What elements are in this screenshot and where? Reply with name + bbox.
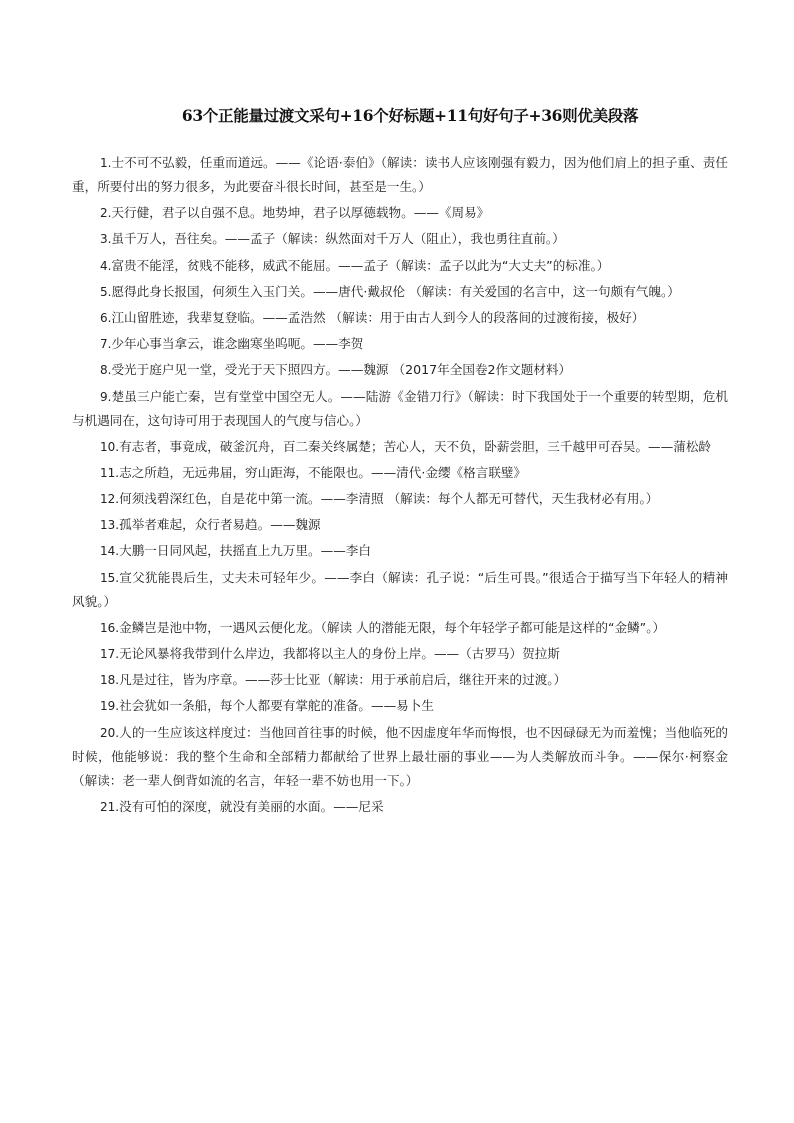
quote-text: 虽千万人，吾往矣。——孟子（解读：纵然面对千万人（阻止），我也勇往直前。） [111,231,565,247]
quote-text: 凡是过往，皆为序章。——莎士比亚（解读：用于承前启后，继往开来的过渡。） [119,672,567,688]
quote-number: 17. [100,647,120,661]
quote-number: 9. [100,389,112,404]
quote-text: 少年心事当拿云，谁念幽寒坐呜呃。——李贺 [111,336,364,352]
quote-item [72,513,728,537]
quote-item [72,721,728,793]
quote-list [72,151,728,821]
quote-item [72,694,728,718]
quote-text: 天行健，君子以自强不息。地势坤，君子以厚德载物。——《周易》 [111,205,490,221]
quote-number: 15. [100,570,120,585]
quote-item [72,201,728,225]
quote-item [72,642,728,666]
quote-item [72,616,728,640]
quote-text: 士不可不弘毅，任重而道远。——《论语·泰伯》（解读：读书人应该刚强有毅力，因为他们肩上的担子重、责任重，所要付出的努力很多，为此要奋斗很长时间，甚至是一生。） [72,155,728,194]
quote-item [72,435,728,459]
quote-text: 孤举者难起，众行者易趋。——魏源 [119,517,321,533]
quote-item [72,227,728,251]
quote-item [72,668,728,692]
quote-item [72,254,728,278]
quote-item [72,332,728,356]
quote-number: 20. [100,725,120,740]
quote-number: 16. [100,620,120,635]
quote-number: 19. [100,699,120,714]
quote-item [72,566,728,614]
quote-item [72,280,728,304]
quote-text: 富贵不能淫，贫贱不能移，威武不能屈。——孟子（解读：孟子以此为“大丈夫”的标准。） [111,257,610,273]
quote-number: 21. [100,799,120,814]
quote-item [72,358,728,382]
quote-text: 何须浅碧深红色，自是花中第一流。——李清照 （解读：每个人都无可替代，天生我材必有用。） [119,491,659,507]
quote-item [72,487,728,511]
quote-text: 人的一生应该这样度过：当他回首往事的时候，他不因虚度年华而悔恨，也不因碌碌无为而羞愧；当他临死的时候，他能够说：我的整个生命和全部精力都献给了世界上最壮丽的事业——为人类解放而斗争。——保尔·柯察金 （解读：老一辈人倒背如流的名言，年轻一辈不妨也用一下。） [72,724,728,788]
quote-text: 江山留胜迹，我辈复登临。——孟浩然 （解读：用于由古人到今人的段落间的过渡衔接，极好） [111,309,645,325]
quote-number: 10. [100,439,120,454]
quote-item [72,795,728,819]
quote-number: 6. [100,310,112,325]
quote-number: 13. [100,518,120,533]
quote-number: 2. [100,206,112,221]
quote-text: 受光于庭户见一堂，受光于天下照四方。——魏源 （2017年全国卷2作文题材料） [111,362,572,378]
quote-number: 7. [100,337,112,352]
quote-item [72,539,728,563]
quote-number: 18. [100,673,120,688]
quote-number: 8. [100,363,112,378]
quote-number: 14. [100,544,120,559]
quote-number: 11. [100,465,120,480]
quote-text: 无论风暴将我带到什么岸边，我都将以主人的身份上岸。——（古罗马）贺拉斯 [119,646,560,661]
quote-text: 愿得此身长报国，何须生入玉门关。——唐代·戴叔伦 （解读：有关爱国的名言中，这一句颇有气魄。） [111,283,680,299]
quote-item [72,461,728,485]
quote-text: 大鹏一日同风起，扶摇直上九万里。——李白 [119,543,371,559]
quote-text: 有志者，事竟成，破釜沉舟，百二秦关终属楚；苦心人，天不负，卧薪尝胆，三千越甲可吞吴。——蒲松龄 [119,438,711,454]
document-title: 63个正能量过渡文采句+16个好标题+11句好句子+36则优美段落 [181,106,639,125]
quote-item [72,385,728,433]
quote-text: 没有可怕的深度，就没有美丽的水面。——尼采 [119,798,384,814]
quote-number: 1. [100,156,112,170]
quote-text: 社会犹如一条船，每个人都要有掌舵的准备。——易卜生 [119,698,434,714]
quote-number: 5. [100,284,112,299]
quote-number: 4. [100,258,112,273]
quote-item [72,306,728,330]
quote-number: 12. [100,492,120,507]
quote-text: 宣父犹能畏后生，丈夫未可轻年少。——李白（解读：孔子说：“后生可畏。”很适合于描写当下年轻人的精神风貌。） [72,569,728,609]
quote-text: 金鳞岂是池中物，一遇风云便化龙。（解读 人的潜能无限，每个年轻学子都可能是这样的“金鳞”。） [119,619,666,635]
quote-text: 志之所趋，无远弗届，穷山距海，不能限也。——清代·金缨《格言联璧》 [119,464,527,480]
quote-number: 3. [100,232,112,247]
quote-text: 楚虽三户能亡秦，岂有堂堂中国空无人。——陆游《金错刀行》（解读：时下我国处于一个重要的转型期，危机与机遇同在，这句诗可用于表现国人的气度与信心。） [72,388,728,428]
quote-item [72,151,728,199]
